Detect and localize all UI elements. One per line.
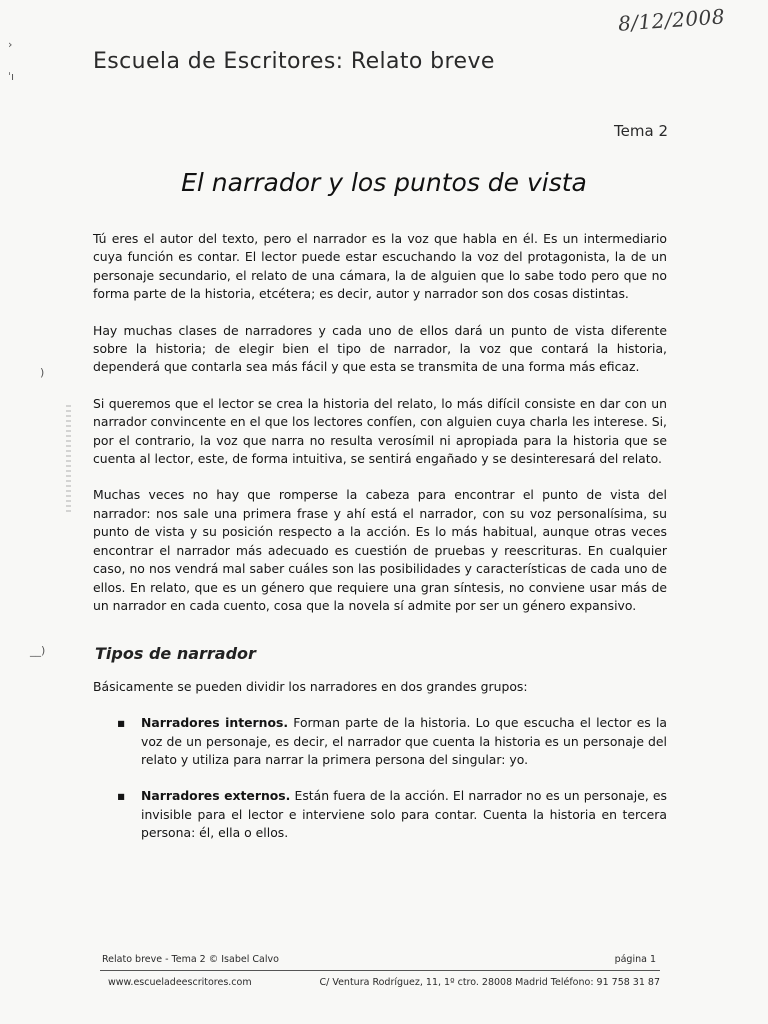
paragraph: Tú eres el autor del texto, pero el narrador es la voz que habla en él. Es un intermediario cuya función es contar. El lector puede estar escuchando la voz del protagonista, la de un personaje secundario, el relato de una cámara, la de alguien que lo sabe todo pero que no forma parte de la historia, etcétera; es decir, autor y narrador son dos cosas distintas. xyxy=(93,231,667,302)
footer-bottom-line xyxy=(108,977,660,988)
course-credit: Relato breve - Tema 2 © Isabel Calvo xyxy=(102,954,279,965)
bullet-icon: ▪ xyxy=(117,788,126,804)
scan-margin-mark: ) xyxy=(40,366,45,379)
document-title: El narrador y los puntos de vista xyxy=(181,168,587,197)
bullet-icon: ▪ xyxy=(117,715,126,731)
handwritten-date: 8/12/2008 xyxy=(617,4,726,36)
narrator-type-term: Narradores externos. xyxy=(141,788,291,804)
school-title: Escuela de Escritores: Relato breve xyxy=(93,49,495,74)
footer-top-line xyxy=(102,954,656,965)
scan-artifact-strip xyxy=(66,405,71,515)
narrator-type-description: Están fuera de la acción. El narrador no es un personaje, es invisible para el lector e interviene solo para contar. Cuenta la historia en tercera persona: él, ella o ellos. xyxy=(141,788,667,841)
footer-divider xyxy=(100,970,660,971)
scan-margin-mark: › xyxy=(8,38,13,51)
paragraph: Muchas veces no hay que romperse la cabeza para encontrar el punto de vista del narrador: nos sale una primera frase y ahí está el narrador, con su voz personalísima, su punto de vista y su posición respecto a la acción. Es lo más habitual, aunque otras veces encontrar el narrador más adecuado es cuestión de pruebas y reescrituras. En cualquier caso, no nos vendrá mal saber cuáles son las posibilidades y características de cada uno de ellos. En relato, que es un género que requiere una gran síntesis, no conviene usar más de un narrador en cada cuento, cosa que la novela sí admite por ser un género expansivo. xyxy=(93,487,667,613)
narrator-types-list xyxy=(93,714,667,842)
narrator-type-description: Forman parte de la historia. Lo que escucha el lector es la voz de un personaje, es decir, el narrador que cuenta la historia es un personaje del relato y utiliza para narrar la primera persona del singular: yo. xyxy=(141,715,667,767)
paragraph: Si queremos que el lector se crea la historia del relato, lo más difícil consiste en dar con un narrador convincente en el que los lectores confíen, con alguien cuya charla les interese. Si, por el contrario, la voz que narra no resulta verosímil ni apropiada para la historia que se cuenta al lector, este, de forma intuitiva, se sentirá engañado y se desinteresará del relato. xyxy=(93,395,667,467)
address: C/ Ventura Rodríguez, 11, 1º ctro. 28008 Madrid Teléfono: 91 758 31 87 xyxy=(319,977,660,988)
list-item xyxy=(93,714,667,769)
topic-label: Tema 2 xyxy=(614,122,668,140)
paragraph: Hay muchas clases de narradores y cada uno de ellos dará un punto de vista diferente sobre la historia; de elegir bien el tipo de narrador, la voz que contará la historia, dependerá que contarla sea más fácil y que esta se transmita de una forma más eficaz. xyxy=(93,322,667,375)
document-body xyxy=(93,230,667,861)
website-link[interactable]: www.escueladeescritores.com xyxy=(108,977,252,988)
scan-margin-mark: ˈı xyxy=(8,70,15,83)
page-number: página 1 xyxy=(614,954,656,965)
narrator-type-term: Narradores internos. xyxy=(141,715,289,731)
section-intro: Básicamente se pueden dividir los narradores en dos grandes grupos: xyxy=(93,678,528,694)
list-item xyxy=(93,787,667,842)
scan-margin-mark: __) xyxy=(30,644,46,657)
section-heading: Tipos de narrador xyxy=(95,644,256,664)
